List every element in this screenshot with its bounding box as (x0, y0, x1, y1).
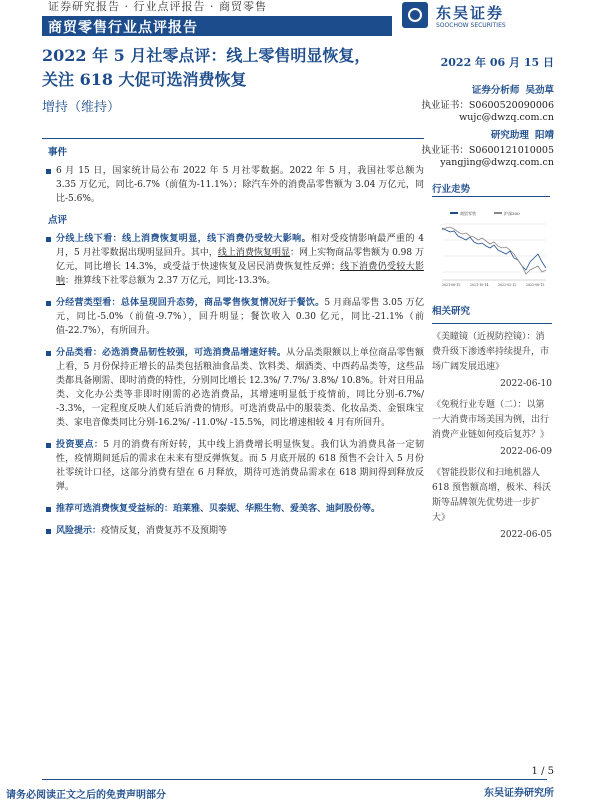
point-lead: 推荐可选消费恢复受益标的：珀莱雅、贝泰妮、华熙生物、爱美客、迪阿股份等。 (56, 504, 381, 514)
point-lead: 投资要点： (56, 440, 104, 450)
analyst-1-email[interactable]: wujc@dwzq.com.cn (459, 112, 554, 123)
point-paragraph (42, 502, 424, 516)
brand-logo (402, 2, 552, 32)
bullet-icon (46, 301, 51, 306)
points-list (42, 232, 424, 538)
analyst-1-cert: 执业证书：S0600520090006 (421, 100, 554, 111)
x-tick-1: 2021-10-14 (470, 283, 489, 287)
footer-institute: 东吴证券研究所 (484, 788, 554, 799)
event-paragraph: 6 月 15 日，国家统计局公布 2022 年 5 月社零数据。2022 年 5 月，我国社零总额为 3.35 万亿元，同比-6.7%（前值为-11.1%）；除汽车外的消费品零售额为 3.04 万亿元，同比-5.6%。 (42, 164, 424, 206)
related-report-date: 2022-06-09 (500, 447, 552, 457)
footer-rule (42, 779, 547, 780)
legend-label-series1: 商贸零售 (460, 211, 476, 216)
report-title: 2022 年 5 月社零点评：线上零售明显恢复， 关注 618 大促可选消费恢复 (42, 46, 371, 89)
page-number: 1 / 5 (531, 766, 554, 777)
bullet-icon (46, 443, 51, 448)
rating: 增持（维持） (42, 100, 121, 115)
analyst-2-cert: 执业证书：S0600121010005 (421, 145, 554, 156)
point-lead: 分品类看：必选消费品韧性较强，可选消费品增速好转。 (56, 348, 287, 358)
legend-swatch-series1 (450, 212, 458, 214)
event-heading: 事件 (48, 147, 68, 158)
point-paragraph (42, 438, 424, 494)
related-heading: 相关研究 (432, 306, 471, 317)
related-list (432, 330, 552, 543)
analyst-2-name-line: 研究助理 阳靖 (490, 130, 554, 141)
point-paragraph (42, 524, 424, 538)
point-body-part: 从分品类限额以上单位商品零售额上看，5 月份保持正增长的品类包括粮油食品类、饮料类、烟酒类、中西药品类等，这些品类都具备刚需、即时消费的特性，分别同比增长 12.3%/ 7.7%/ 3.8%/ 10.8%。针对日用品类、文化办公类等非即时刚需的必选消费品，其增速明显低于疫情前，同比分别-6.7%/ -3.3%，一定程度反映人们延后消费的情形。可选消费品中的服装类、化妆品类、金银珠宝类、家电音像类同比分别-16.2%/ -11.0%/ -15.5%，同比增速相较 4 月有所回升。 (56, 348, 424, 428)
point-body-part: 相对受疫情影响最严重的 4 月，5 月社零数据出现明显回升。其中， (56, 234, 424, 258)
sidebar-divider-1 (432, 196, 550, 197)
point-paragraph (42, 232, 424, 288)
report-date: 2022 年 06 月 15 日 (440, 56, 554, 69)
related-report-title[interactable]: 《智能投影仪和扫地机器人 618 预售额高增，极米、科沃斯等品牌领先优势进一步扩大》 (432, 468, 552, 523)
x-tick-0: 2021-06-15 (442, 283, 461, 287)
top-banner: 证券研究报告 · 行业点评报告 · 商贸零售 (0, 0, 420, 16)
logo-mark-icon (402, 2, 428, 28)
related-report-date: 2022-06-10 (500, 379, 552, 389)
trend-heading: 行业走势 (432, 184, 471, 195)
bullet-icon (46, 507, 51, 512)
bullet-icon (46, 169, 51, 174)
header-band: 商贸零售行业点评报告 (42, 16, 392, 36)
logo-cn: 东吴证券 (436, 4, 505, 22)
analyst-2-email[interactable]: yangjing@dwzq.com.cn (440, 157, 554, 168)
point-paragraph (42, 296, 424, 338)
point-paragraph (42, 346, 424, 430)
point-body-part: 线上消费恢复明显 (217, 248, 291, 258)
related-report-date: 2022-06-05 (500, 530, 552, 540)
industry-trend-chart (432, 210, 550, 290)
point-lead: 分经营类型看：总体呈现回升态势，商品零售恢复情况好于餐饮。 (56, 298, 325, 308)
x-tick-2: 2022-02-12 (498, 283, 517, 287)
divider (42, 138, 424, 139)
point-body-part: ：推算线下社零总额为 2.37 万亿元，同比-13.3%。 (65, 276, 276, 286)
point-body-part: 疫情反复，消费复苏不及预期等 (101, 526, 228, 536)
bullet-icon (46, 351, 51, 356)
bullet-icon (46, 237, 51, 242)
footer-disclaimer[interactable]: 请务必阅读正文之后的免责声明部分 (6, 790, 166, 801)
sidebar-divider-2 (432, 323, 552, 324)
x-tick-3: 2022-06-13 (526, 283, 545, 287)
legend-swatch-series2 (494, 212, 502, 214)
legend-label-series2: 沪深300 (504, 211, 520, 216)
related-report-title[interactable]: 《免税行业专题（二）：以第一大消费市场美国为例，出行消费产业链如何疫后复苏？》 (432, 400, 550, 440)
point-body-part: 5 月的消费有所好转，其中线上消费增长明显恢复。我们认为消费具备一定韧性，疫情期间延后的需求在未来有望反弹恢复。而 5 月底开展的 618 预售不会计入 5 月份社零统计口径，这部分消费有望在 6 月释放，期待可选消费品需求在 618 期间得到释放反弹。 (56, 440, 424, 492)
point-body-part: 线下消费仍受较大影响 (56, 262, 424, 286)
related-report-title[interactable]: 《美瞳镜（近视防控镜）：消费升级下渗透率持续提升，市场广阔发展迅速》 (432, 332, 550, 372)
logo-en: SOOCHOW SECURITIES (436, 22, 506, 29)
point-body-part: 5 月商品零售 3.05 万亿元，同比-5.0%（前值-9.7%），回升明显；餐饮收入 0.30 亿元，同比-21.1%（前值-22.7%），有所回升。 (56, 298, 424, 336)
main-body (42, 146, 424, 546)
points-heading: 点评 (48, 215, 68, 226)
point-body-part: ：网上实物商品零售额为 0.98 万亿元，同比增长 14.3%，或受益于快速恢复及居民消费恢复性反弹； (56, 248, 425, 272)
point-lead: 风险提示： (56, 526, 102, 536)
analyst-1-name-line: 证券分析师 吴劲草 (471, 85, 554, 96)
bullet-icon (46, 529, 51, 534)
related-section (432, 304, 552, 543)
point-lead: 分线上线下看：线上消费恢复明显，线下消费仍受较大影响。 (56, 234, 312, 244)
